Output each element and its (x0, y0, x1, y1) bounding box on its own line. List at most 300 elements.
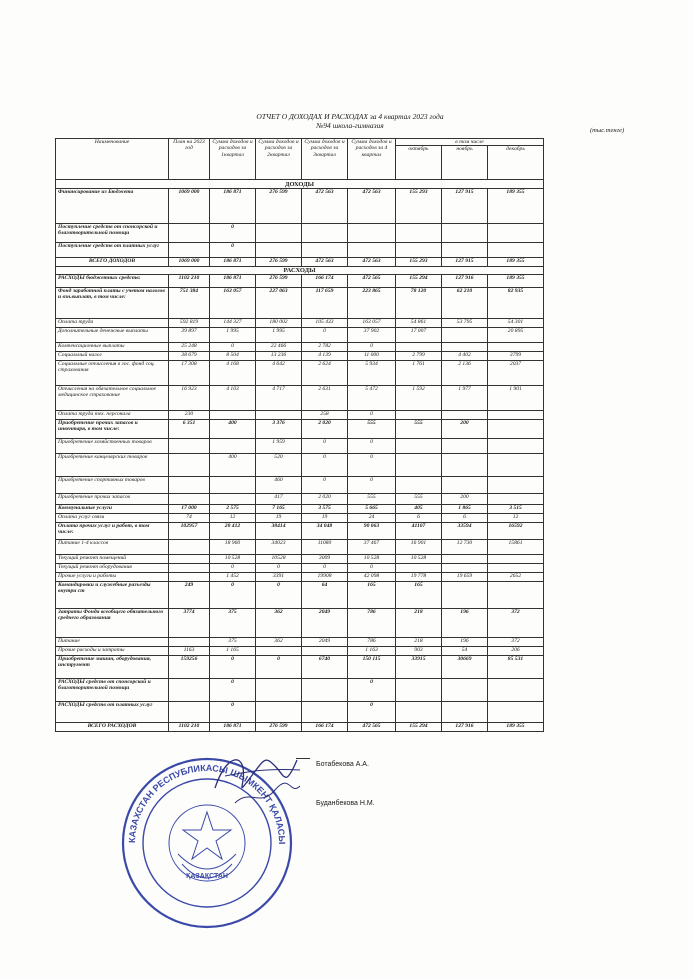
row-value (442, 582, 488, 609)
row-value: 460 (256, 477, 302, 494)
row-value: 0 (210, 224, 256, 243)
row-value: 3391 (256, 573, 302, 582)
row-label: Командировки и служебные разъезды внутри ст (56, 582, 169, 609)
row-value (169, 454, 210, 477)
row-value: 223 865 (348, 288, 396, 319)
row-value: 520 (256, 454, 302, 477)
row-value: 127 915 (442, 258, 488, 267)
row-value: 6 (442, 514, 488, 523)
row-value: 196 (442, 638, 488, 647)
row-value: 200 (442, 420, 488, 439)
row-value: 372 (488, 609, 544, 638)
table-row (56, 439, 544, 454)
row-value: 19 (256, 514, 302, 523)
row-value: 0 (210, 702, 256, 723)
row-value: 6 351 (169, 420, 210, 439)
table-row (56, 477, 544, 494)
row-value: 16 901 (396, 540, 442, 555)
row-value: 4 103 (210, 386, 256, 411)
row-value: 42 098 (348, 573, 396, 582)
row-value: 53 795 (442, 319, 488, 328)
row-value: 7 165 (256, 505, 302, 514)
row-value: 3774 (169, 609, 210, 638)
row-label: Приобретение канцелярских товаров (56, 454, 169, 477)
row-value (210, 477, 256, 494)
row-value: 472 565 (348, 275, 396, 288)
table-row (56, 319, 544, 328)
header-plan: План на 2023 год (169, 139, 210, 180)
row-label: Прочие услуги и работы (56, 573, 169, 582)
row-value: 166 174 (302, 275, 348, 288)
row-value: 105 433 (302, 319, 348, 328)
row-value: 1 865 (442, 505, 488, 514)
row-label: Социальный налог (56, 352, 169, 361)
row-value: 1 995 (256, 328, 302, 343)
row-value: 903 (396, 647, 442, 656)
row-value: 19908 (302, 573, 348, 582)
table-row (56, 656, 544, 679)
row-value (169, 702, 210, 723)
row-value: 206 (488, 647, 544, 656)
row-value: 19 (302, 514, 348, 523)
table-row (56, 328, 544, 343)
row-value: 5 665 (348, 505, 396, 514)
row-value: 1102 210 (169, 723, 210, 732)
row-label: ВСЕГО ДОХОДОВ (56, 258, 169, 267)
row-value (210, 494, 256, 505)
stamp-center-text: ҚАЗАҚСТАН (186, 873, 228, 880)
row-value: 165 (396, 582, 442, 609)
header-q4: Сумма доходов и расходов за 4 квартал (348, 139, 396, 180)
row-value (169, 477, 210, 494)
row-value (348, 243, 396, 258)
row-value: 2049 (302, 638, 348, 647)
section-row (56, 267, 544, 275)
row-value: 472 563 (302, 258, 348, 267)
row-value: 25 248 (169, 343, 210, 352)
row-value: 0 (210, 656, 256, 679)
row-value: 144 327 (210, 319, 256, 328)
header-october: октябрь (396, 146, 442, 180)
row-value: 2 624 (302, 361, 348, 386)
row-value (169, 439, 210, 454)
row-value: 405 (396, 505, 442, 514)
table-row (56, 258, 544, 267)
row-value (488, 564, 544, 573)
row-value: 37 902 (348, 328, 396, 343)
row-value: 11 000 (348, 352, 396, 361)
table-row (56, 514, 544, 523)
row-value: 230 (169, 411, 210, 420)
row-value: 4 642 (256, 361, 302, 386)
row-value: 34023 (256, 540, 302, 555)
row-value: 472 563 (302, 189, 348, 224)
row-value: 10 528 (396, 555, 442, 564)
header-name: Наименование (56, 139, 169, 180)
row-value: 0 (348, 439, 396, 454)
row-value: 276 599 (256, 258, 302, 267)
table-row (56, 609, 544, 638)
table-row (56, 647, 544, 656)
row-value: 38 679 (169, 352, 210, 361)
row-value (396, 243, 442, 258)
row-value: 1 761 (396, 361, 442, 386)
row-value (302, 679, 348, 702)
row-value: 0 (348, 564, 396, 573)
row-value: 127 916 (442, 723, 488, 732)
row-value (256, 411, 302, 420)
row-value: 186 871 (210, 275, 256, 288)
table-row (56, 224, 544, 243)
row-label: Приобретение машин, оборудования, инструмент (56, 656, 169, 679)
row-value: 5 934 (348, 361, 396, 386)
row-value: 16592 (488, 523, 544, 540)
row-value (396, 564, 442, 573)
row-value: 117 659 (302, 288, 348, 319)
row-value (488, 454, 544, 477)
row-value: 22 466 (256, 343, 302, 352)
row-value: 472 563 (348, 258, 396, 267)
row-value: 0 (348, 679, 396, 702)
row-value (256, 224, 302, 243)
row-value (169, 243, 210, 258)
row-value: 90 063 (348, 523, 396, 540)
row-value: 3009 (302, 555, 348, 564)
row-value: 1 452 (210, 573, 256, 582)
row-value (169, 555, 210, 564)
row-value (169, 679, 210, 702)
row-value: 1 995 (210, 328, 256, 343)
row-value: 196 (442, 609, 488, 638)
row-label: РАСХОДЫ средств от спонсорской и благотворительной помощи (56, 679, 169, 702)
row-label: Отчисления на обязательное социальное медицинское страхование (56, 386, 169, 411)
row-value: 1069 000 (169, 258, 210, 267)
row-value: 189 355 (488, 258, 544, 267)
row-value: 372 (488, 638, 544, 647)
row-value: 3 376 (256, 420, 302, 439)
units-label: (тыс.тенге) (590, 127, 625, 134)
table-row (56, 505, 544, 514)
row-label: Приобретение хозяйственных товаров (56, 439, 169, 454)
row-label: Оплата труда тех. персонала (56, 411, 169, 420)
row-value: 33594 (442, 523, 488, 540)
header-november: ноябрь (442, 146, 488, 180)
row-value: 0 (256, 564, 302, 573)
row-value: 218 (396, 638, 442, 647)
report-title: ОТЧЕТ О ДОХОДАХ И РАСХОДАХ за 4 квартал 2023 года (256, 112, 444, 121)
row-value: 0 (348, 454, 396, 477)
row-value (442, 454, 488, 477)
row-label: Дополнительные денежные выплаты (56, 328, 169, 343)
report-table (55, 138, 544, 732)
row-value: 127 915 (442, 189, 488, 224)
row-label: Оплата труда (56, 319, 169, 328)
row-value: 186 871 (210, 189, 256, 224)
row-value (396, 224, 442, 243)
row-value (256, 679, 302, 702)
row-value: 64 (302, 582, 348, 609)
row-value (169, 564, 210, 573)
section-title: ДОХОДЫ (56, 180, 544, 189)
row-value: 400 (210, 454, 256, 477)
row-value: 10528 (256, 555, 302, 564)
row-value (488, 582, 544, 609)
row-value (302, 224, 348, 243)
row-value (302, 702, 348, 723)
row-value: 19 778 (396, 573, 442, 582)
row-value (169, 224, 210, 243)
row-value: 74 (169, 514, 210, 523)
table-row (56, 411, 544, 420)
accountant-name: Буданбекова Н.М. (316, 800, 375, 807)
row-value (442, 702, 488, 723)
row-value (442, 243, 488, 258)
row-value (169, 638, 210, 647)
row-value: 0 (348, 343, 396, 352)
row-value: 2 020 (302, 420, 348, 439)
row-value (302, 647, 348, 656)
header-q2: Сумма доходов и расходов за 2квартал (256, 139, 302, 180)
row-value: 362 (256, 609, 302, 638)
row-label: Питание 1-4 классов (56, 540, 169, 555)
row-value: 39 897 (169, 328, 210, 343)
row-value: 189 355 (488, 723, 544, 732)
row-value: 41107 (396, 523, 442, 540)
row-value (169, 573, 210, 582)
row-value: 2049 (302, 609, 348, 638)
row-value (396, 454, 442, 477)
row-value: 4 717 (256, 386, 302, 411)
row-value (488, 420, 544, 439)
row-value: 163 057 (210, 288, 256, 319)
row-value (396, 411, 442, 420)
row-value: 0 (210, 343, 256, 352)
row-value: 0 (210, 564, 256, 573)
row-value: 555 (396, 494, 442, 505)
table-row (56, 679, 544, 702)
row-value: 186 871 (210, 258, 256, 267)
row-value (488, 224, 544, 243)
row-value: 555 (396, 420, 442, 439)
row-value: 54 861 (396, 319, 442, 328)
row-value (169, 540, 210, 555)
table-row (56, 288, 544, 319)
row-value (442, 343, 488, 352)
row-value: 249 (169, 582, 210, 609)
row-label: Приобретение спортивных товаров (56, 477, 169, 494)
row-value: 0 (348, 702, 396, 723)
table-row (56, 343, 544, 352)
row-value: 166 174 (302, 723, 348, 732)
row-value: 4 139 (302, 352, 348, 361)
row-value: 30669 (442, 656, 488, 679)
row-label: Компенсационные выплаты (56, 343, 169, 352)
row-value: 400 (210, 420, 256, 439)
row-value (488, 411, 544, 420)
row-value: 555 (348, 494, 396, 505)
row-value (488, 243, 544, 258)
table-row (56, 189, 544, 224)
row-value: 786 (348, 609, 396, 638)
table-row (56, 540, 544, 555)
header-q1: Сумма доходов и расходов за 1квартал (210, 139, 256, 180)
row-value: 2 575 (210, 505, 256, 514)
row-value: 20 412 (210, 523, 256, 540)
row-value: 276 599 (256, 275, 302, 288)
row-value: 10 528 (348, 555, 396, 564)
table-row (56, 723, 544, 732)
row-value: 11080 (302, 540, 348, 555)
row-value: 3 515 (488, 505, 544, 514)
row-value: 0 (302, 439, 348, 454)
section-title: РАСХОДЫ (56, 267, 544, 275)
row-value: 155 293 (396, 189, 442, 224)
row-value: 555 (348, 420, 396, 439)
row-value (442, 411, 488, 420)
row-value: 150 115 (348, 656, 396, 679)
section-row (56, 180, 544, 189)
director-name: Ботабекова А.А. (316, 761, 369, 768)
row-label: Оплата прочих услуг и работ, в том числе: (56, 523, 169, 540)
row-value: 2 799 (396, 352, 442, 361)
row-value: 6740 (302, 656, 348, 679)
row-value: 34 048 (302, 523, 348, 540)
row-value (442, 328, 488, 343)
row-value (396, 477, 442, 494)
row-value: 62 210 (442, 288, 488, 319)
row-label: Питание (56, 638, 169, 647)
row-value: 2652 (488, 573, 544, 582)
header-q3: Сумма доходов и расходов за 3квартал (302, 139, 348, 180)
row-value: 1 977 (442, 386, 488, 411)
row-value: 17 000 (169, 505, 210, 514)
row-value: 0 (210, 679, 256, 702)
row-label: Финансирование из Бюджета (56, 189, 169, 224)
header-december: декабрь (488, 146, 544, 180)
table-row (56, 638, 544, 647)
row-value: 472 563 (348, 189, 396, 224)
row-value: 0 (256, 582, 302, 609)
row-label: Социальные отчисления в гос. фонд соц. страхования (56, 361, 169, 386)
row-value: 82 935 (488, 288, 544, 319)
row-value: 13 236 (256, 352, 302, 361)
row-value: 159256 (169, 656, 210, 679)
row-value: 165 (348, 582, 396, 609)
row-value: 0 (210, 582, 256, 609)
row-value (396, 343, 442, 352)
row-value: 33915 (396, 656, 442, 679)
row-value: 258 (302, 411, 348, 420)
row-value (396, 702, 442, 723)
table-row (56, 352, 544, 361)
row-value: 6 (396, 514, 442, 523)
row-value (442, 439, 488, 454)
row-label: Затраты Фонда всеобщего обязательного среднего образования (56, 609, 169, 638)
row-value (442, 477, 488, 494)
row-value (442, 564, 488, 573)
row-value: 17 007 (396, 328, 442, 343)
row-value: 592 819 (169, 319, 210, 328)
row-label: Приобретение прочих запасов и инвентаря, в том числе: (56, 420, 169, 439)
table-row (56, 420, 544, 439)
row-value (488, 343, 544, 352)
row-value: 2 782 (302, 343, 348, 352)
report-subtitle: №94 школа-гимназия (316, 121, 384, 130)
row-value: 1069 000 (169, 189, 210, 224)
header-including: в том числе (396, 139, 544, 146)
row-value: 0 (348, 411, 396, 420)
row-label: Приобретение прочих запасов (56, 494, 169, 505)
row-value (210, 411, 256, 420)
row-label: Коммунальные услуги (56, 505, 169, 514)
row-value: 85 531 (488, 656, 544, 679)
row-value: 375 (210, 609, 256, 638)
row-value (256, 702, 302, 723)
row-value (442, 679, 488, 702)
row-value: 12 730 (442, 540, 488, 555)
row-value (256, 647, 302, 656)
table-row (56, 386, 544, 411)
row-value: 186 871 (210, 723, 256, 732)
signature-line (296, 758, 310, 759)
row-label: Поступление средств от спонсорской и благотворительной помощи (56, 224, 169, 243)
row-value: 155 294 (396, 723, 442, 732)
row-value: 472 565 (348, 723, 396, 732)
row-value: 189 355 (488, 189, 544, 224)
row-value (169, 494, 210, 505)
row-label: РАСХОДЫ средств от платных услуг (56, 702, 169, 723)
row-value: 17 308 (169, 361, 210, 386)
table-row (56, 275, 544, 288)
row-value: 8 504 (210, 352, 256, 361)
row-value: 12 (210, 514, 256, 523)
row-value: 0 (210, 243, 256, 258)
table-row (56, 555, 544, 564)
row-value (210, 439, 256, 454)
table-row (56, 582, 544, 609)
row-value (348, 224, 396, 243)
row-value: 54 301 (488, 319, 544, 328)
row-value: 3799 (488, 352, 544, 361)
row-value (488, 439, 544, 454)
row-value: 37 467 (348, 540, 396, 555)
row-value: 200 (442, 494, 488, 505)
row-label: Текущий ремонт оборудования (56, 564, 169, 573)
row-value: 20 895 (488, 328, 544, 343)
row-value: 0 (302, 454, 348, 477)
row-label: Прочие расходы и затраты (56, 647, 169, 656)
table-row (56, 243, 544, 258)
row-value: 5 472 (348, 386, 396, 411)
row-value: 15861 (488, 540, 544, 555)
table-row (56, 702, 544, 723)
row-value: 362 (256, 638, 302, 647)
row-value: 1163 (169, 647, 210, 656)
table-row (56, 361, 544, 386)
row-value (488, 702, 544, 723)
table-header-row (56, 139, 544, 146)
row-value: 1 901 (488, 386, 544, 411)
row-value: 78 120 (396, 288, 442, 319)
row-label: Оплата услуг связи (56, 514, 169, 523)
row-value (256, 243, 302, 258)
row-value: 2037 (488, 361, 544, 386)
row-value: 102957 (169, 523, 210, 540)
row-value: 24 (348, 514, 396, 523)
row-value: 276 599 (256, 189, 302, 224)
row-value: 3 575 (302, 505, 348, 514)
row-value: 12 (488, 514, 544, 523)
